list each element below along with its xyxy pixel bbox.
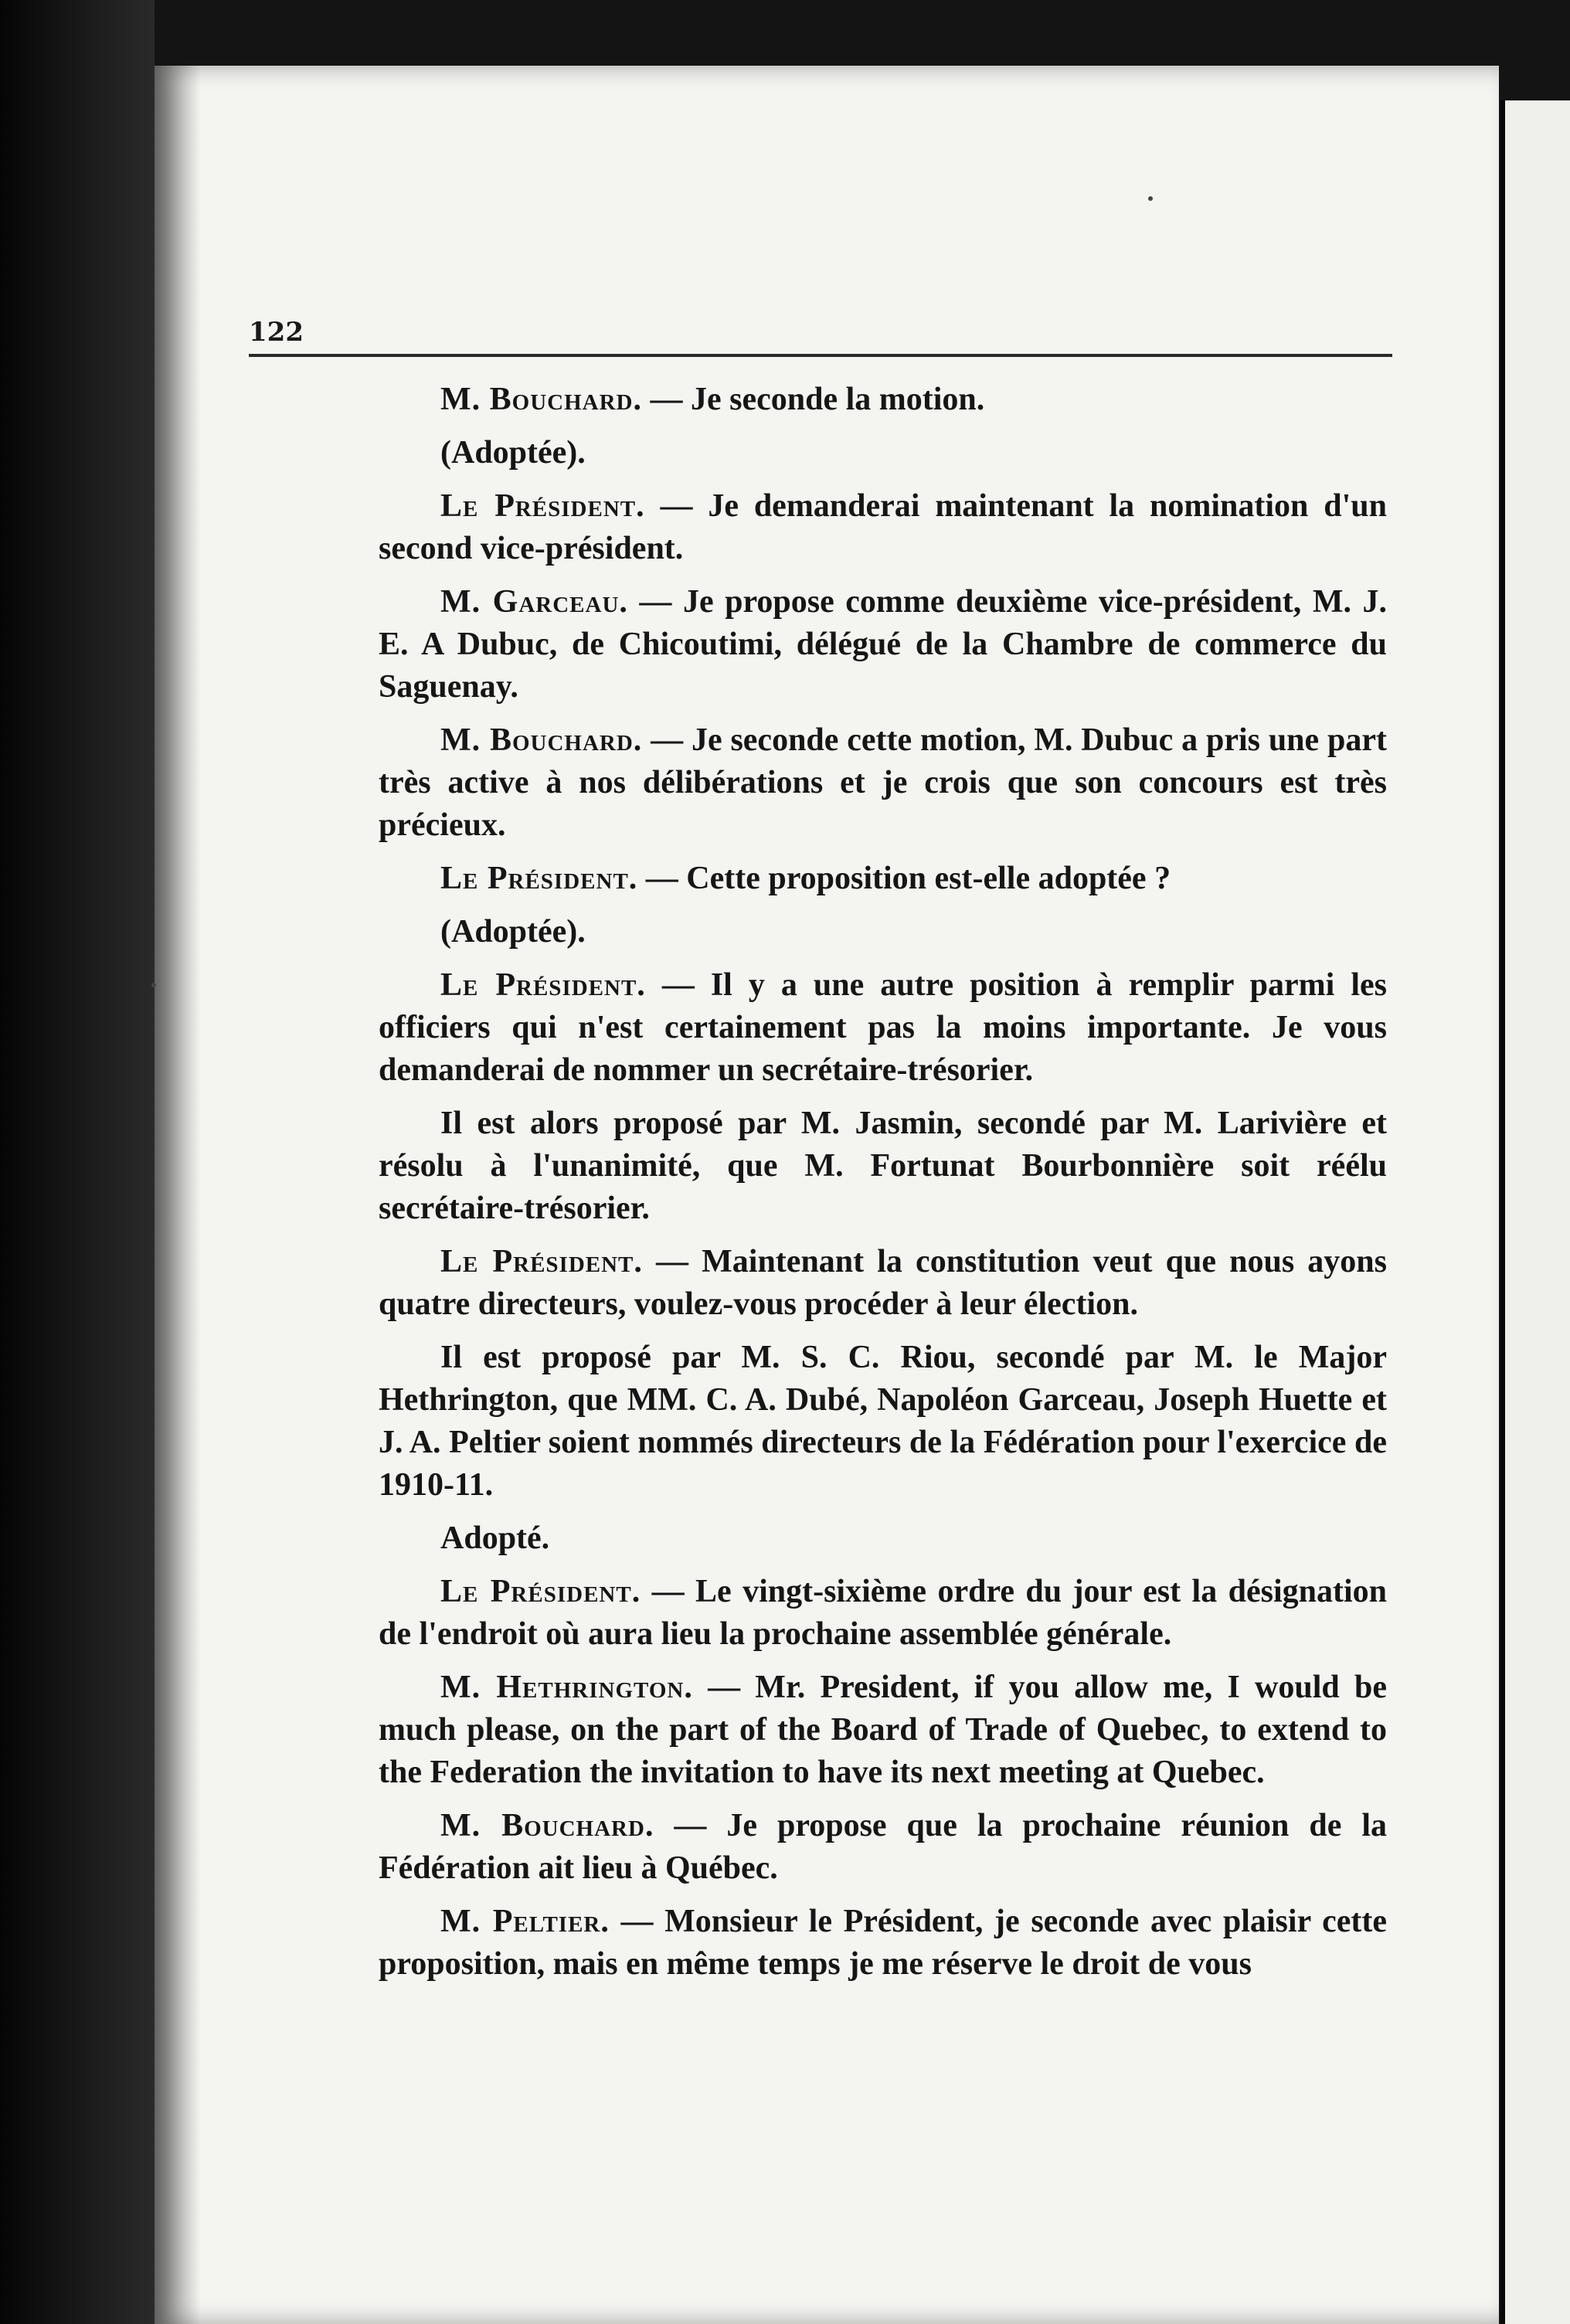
paragraph [379, 1805, 1387, 1890]
paragraph-text: — Je seconde la motion. [641, 382, 985, 417]
paragraph-text: Adopté. [440, 1520, 550, 1556]
header-rule [249, 354, 1392, 357]
paragraph [379, 1337, 1387, 1507]
paragraph [379, 432, 1387, 474]
speaker-name: M. Bouchard. [440, 1808, 654, 1843]
paragraph-text: — Je demanderai maintenant la nomination d'un second vice-président. [379, 488, 1387, 566]
paragraph-text: — Mr. President, if you allow me, I would be much please, on the part of the Board of Trade of Quebec, to extend to the Federation the invitation to have its next meeting at Quebec. [379, 1670, 1387, 1790]
paragraph [379, 1103, 1387, 1230]
page-number: 122 [249, 317, 304, 348]
paragraph-text: (Adoptée). [440, 914, 586, 950]
paragraph [379, 1517, 1387, 1560]
speck [1148, 196, 1153, 201]
paragraph [379, 1241, 1387, 1326]
paragraph-text: — Je propose que la prochaine réunion de la Fédération ait lieu à Québec. [379, 1808, 1387, 1886]
paragraph-text: — Maintenant la constitution veut que nous ayons quatre directeurs, voulez-vous procéder à leur élection. [379, 1244, 1387, 1322]
speaker-name: Le Président. [440, 1574, 641, 1609]
paragraph [379, 911, 1387, 953]
speaker-name: M. Hethrington. [440, 1670, 693, 1705]
speaker-name: Le Président. [440, 1244, 643, 1279]
speaker-name: Le Président. [440, 488, 645, 524]
paragraph [379, 719, 1387, 847]
speaker-name: M. Bouchard. [440, 382, 642, 417]
paragraph [379, 1571, 1387, 1656]
paragraph-text: (Adoptée). [440, 435, 586, 471]
speaker-name: M. Bouchard. [440, 722, 643, 758]
paragraph [379, 858, 1387, 900]
paragraph [379, 485, 1387, 570]
speaker-name: Le Président. [440, 967, 646, 1003]
paragraph-text: Il est alors proposé par M. Jasmin, secondé par M. Larivière et résolu à l'unanimité, que M. Fortunat Bourbonnière soit réélu secrétaire-trésorier. [379, 1106, 1387, 1226]
paragraph [379, 1667, 1387, 1794]
paragraph-text: — Il y a une autre position à remplir parmi les officiers qui n'est certainement pas la moins importante. Je vous demanderai de nommer un secrétaire-trésorier. [379, 967, 1387, 1088]
speck [151, 983, 156, 987]
paragraph-text: Il est proposé par M. S. C. Riou, secondé par M. le Major Hethrington, que MM. C. A. Dubé, Napoléon Garceau, Joseph Huette et J. A. Peltier soient nommés directeurs de la Fédération pour l'exercice de 1910-11. [379, 1340, 1387, 1503]
speaker-name: Le Président. [440, 861, 638, 896]
next-page-edge [1500, 100, 1570, 2324]
speaker-name: M. Garceau. [440, 584, 628, 620]
paragraph-text: — Je propose comme deuxième vice-président, M. J. E. A Dubuc, de Chicoutimi, délégué de la Chambre de commerce du Saguenay. [379, 584, 1387, 705]
scan-left-margin [0, 0, 155, 2324]
paragraph [379, 1901, 1387, 1986]
page-body [379, 379, 1387, 1996]
page-gutter-shadow [155, 66, 201, 2324]
paragraph-text: — Je seconde cette motion, M. Dubuc a pris une part très active à nos délibérations et je crois que son concours est très précieux. [379, 722, 1387, 843]
paragraph-text: — Cette proposition est-elle adoptée ? [637, 861, 1171, 896]
paragraph [379, 964, 1387, 1092]
paragraph-text: — Le vingt-sixième ordre du jour est la désignation de l'endroit où aura lieu la prochaine assemblée générale. [379, 1574, 1387, 1652]
paragraph [379, 379, 1387, 421]
speaker-name: M. Peltier. [440, 1904, 610, 1939]
paragraph-text: — Monsieur le Président, je seconde avec plaisir cette proposition, mais en même temps je me réserve le droit de vous [379, 1904, 1387, 1982]
paragraph [379, 581, 1387, 708]
